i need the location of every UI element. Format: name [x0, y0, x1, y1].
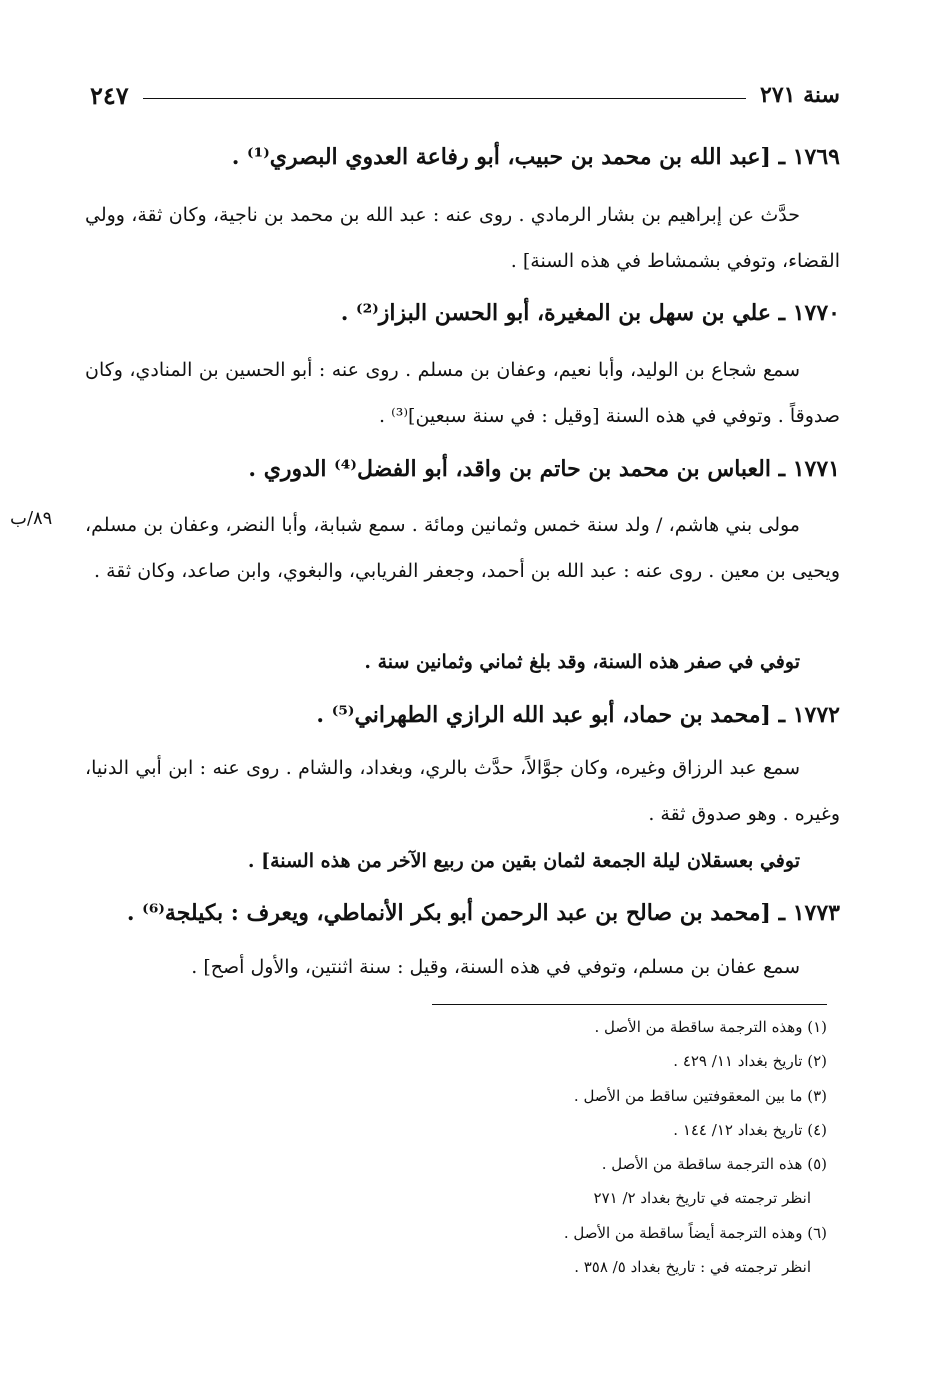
- entry-death-1772: توفي بعسقلان ليلة الجمعة لثمان بقين من ربيع الآخر من هذه السنة] .: [247, 850, 800, 872]
- footnote-4: (٤) تاريخ بغداد ١٢/ ١٤٤ .: [673, 1120, 827, 1139]
- running-header: [90, 78, 840, 112]
- entry-body-1769: حدَّث عن إبراهيم بن بشار الرمادي . روى عنه : عبد الله بن محمد بن ناجية، وكان ثقة، وولي القضاء، وتوفي بشمشاط في هذه السنة] .: [85, 204, 840, 272]
- entry-title-1772: ١٧٧٢ ـ [محمد بن حماد، أبو عبد الله الرازي الطهراني⁽⁵⁾ .: [316, 702, 840, 728]
- footnote-6-reference: انظر ترجمته في : تاريخ بغداد ٥/ ٣٥٨ .: [574, 1258, 811, 1277]
- entry-death-1771: توفي في صفر هذه السنة، وقد بلغ ثماني وثمانين سنة .: [364, 651, 800, 673]
- footnote-5: (٥) هذه الترجمة ساقطة من الأصل .: [601, 1155, 827, 1174]
- header-year: سنة ٢٧١: [760, 82, 840, 108]
- entry-body-1772: سمع عبد الرزاق وغيره، وكان جوَّالاً، حدَّث بالري، وبغداد، والشام . روى عنه : ابن أبي الدنيا، وغيره . وهو صدوق ثقة .: [85, 757, 840, 825]
- entry-body-1770: سمع شجاع بن الوليد، وأبا نعيم، وعفان بن مسلم . روى عنه : أبو الحسين بن المنادي، وكان صدوقاً . وتوفي في هذه السنة [وقيل : في سنة سبعين]⁽³⁾ .: [85, 359, 840, 427]
- page-number: ٢٤٧: [90, 80, 129, 110]
- footnote-6: (٦) وهذه الترجمة أيضاً ساقطة من الأصل .: [563, 1223, 827, 1242]
- footnotes: [427, 1010, 827, 1284]
- footnote-2: (٢) تاريخ بغداد ١١/ ٤٢٩ .: [673, 1052, 827, 1071]
- entry-title-1770: ١٧٧٠ ـ علي بن سهل بن المغيرة، أبو الحسن البزاز⁽²⁾ .: [340, 300, 840, 326]
- entry-title-1773: ١٧٧٣ ـ [محمد بن صالح بن عبد الرحمن أبو بكر الأنماطي، ويعرف : بكيلجة⁽⁶⁾ .: [126, 900, 840, 926]
- marginal-folio-note: ٨٩/ب: [10, 508, 53, 529]
- entry-title-1771: ١٧٧١ ـ العباس بن محمد بن حاتم بن واقد، أبو الفضل⁽⁴⁾ الدوري .: [248, 456, 840, 482]
- entry-title-1769: ١٧٦٩ ـ [عبد الله بن محمد بن حبيب، أبو رفاعة العدوي البصري⁽¹⁾ .: [231, 144, 840, 170]
- entry-body-1771: مولى بني هاشم، / ولد سنة خمس وثمانين ومائة . سمع شبابة، وأبا النضر، وعفان بن مسلم، ويحيى بن معين . روى عنه : عبد الله بن أحمد، وجعفر الفريابي، والبغوي، وابن صاعد، وكان ثقة .: [85, 514, 840, 582]
- footnote-5-reference: انظر ترجمته في تاريخ بغداد ٢/ ٢٧١: [593, 1189, 811, 1208]
- header-rule: [143, 98, 746, 99]
- footnote-separator: [432, 1004, 827, 1005]
- footnote-1: (١) وهذه الترجمة ساقطة من الأصل .: [594, 1018, 827, 1036]
- entry-body-1773: سمع عفان بن مسلم، وتوفي في هذه السنة، وقيل : سنة اثنتين، والأول أصح] .: [191, 956, 800, 978]
- footnote-3: (٣) ما بين المعقوفتين ساقط من الأصل .: [573, 1086, 827, 1105]
